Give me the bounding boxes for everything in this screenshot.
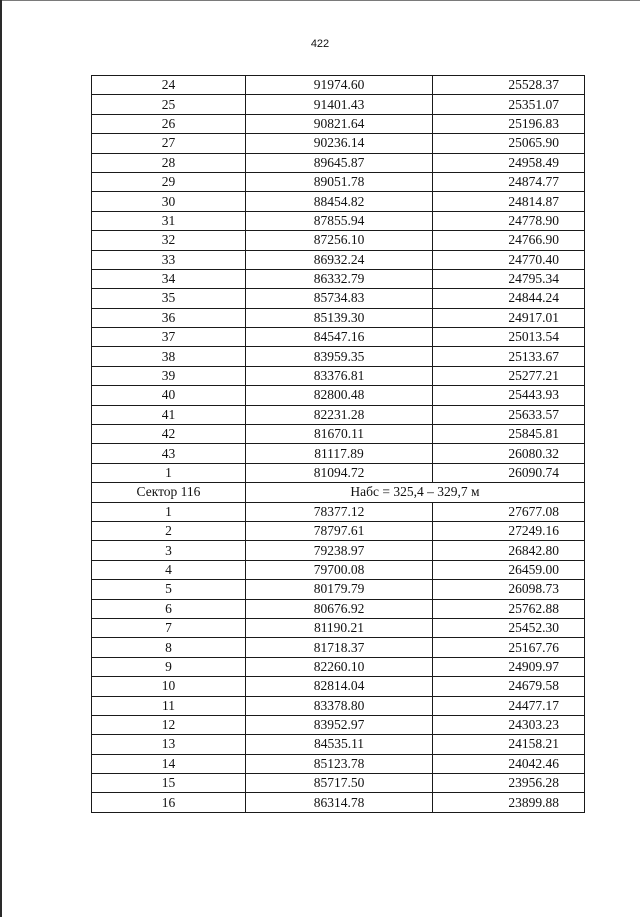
x-coordinate-cell: 81190.21	[246, 618, 433, 637]
point-number-cell: 10	[92, 677, 246, 696]
point-number-cell: 36	[92, 308, 246, 327]
x-coordinate-cell: 79238.97	[246, 541, 433, 560]
point-number-cell: 3	[92, 541, 246, 560]
table-row	[92, 638, 585, 657]
y-coordinate-cell: 27249.16	[433, 521, 585, 540]
y-coordinate-cell: 24814.87	[433, 192, 585, 211]
coordinates-table-body	[92, 76, 585, 813]
x-coordinate-cell: 81670.11	[246, 425, 433, 444]
point-number-cell: 28	[92, 153, 246, 172]
point-number-cell: 27	[92, 134, 246, 153]
point-number-cell: 26	[92, 114, 246, 133]
table-row	[92, 76, 585, 95]
y-coordinate-cell: 24874.77	[433, 172, 585, 191]
x-coordinate-cell: 88454.82	[246, 192, 433, 211]
x-coordinate-cell: 83959.35	[246, 347, 433, 366]
table-row	[92, 754, 585, 773]
point-number-cell: 38	[92, 347, 246, 366]
table-row	[92, 308, 585, 327]
point-number-cell: 24	[92, 76, 246, 95]
y-coordinate-cell: 25065.90	[433, 134, 585, 153]
table-row	[92, 793, 585, 812]
table-row	[92, 134, 585, 153]
y-coordinate-cell: 24778.90	[433, 211, 585, 230]
x-coordinate-cell: 80676.92	[246, 599, 433, 618]
point-number-cell: 5	[92, 580, 246, 599]
table-row	[92, 696, 585, 715]
point-number-cell: 1	[92, 502, 246, 521]
x-coordinate-cell: 78377.12	[246, 502, 433, 521]
point-number-cell: 40	[92, 386, 246, 405]
y-coordinate-cell: 24158.21	[433, 735, 585, 754]
point-number-cell: 31	[92, 211, 246, 230]
point-number-cell: 39	[92, 366, 246, 385]
y-coordinate-cell: 23899.88	[433, 793, 585, 812]
point-number-cell: 30	[92, 192, 246, 211]
table-row	[92, 269, 585, 288]
table-row	[92, 172, 585, 191]
x-coordinate-cell: 85734.83	[246, 289, 433, 308]
x-coordinate-cell: 83952.97	[246, 715, 433, 734]
table-row	[92, 521, 585, 540]
y-coordinate-cell: 25167.76	[433, 638, 585, 657]
table-row	[92, 347, 585, 366]
x-coordinate-cell: 85717.50	[246, 774, 433, 793]
x-coordinate-cell: 84535.11	[246, 735, 433, 754]
y-coordinate-cell: 25633.57	[433, 405, 585, 424]
x-coordinate-cell: 86314.78	[246, 793, 433, 812]
x-coordinate-cell: 78797.61	[246, 521, 433, 540]
point-number-cell: 41	[92, 405, 246, 424]
y-coordinate-cell: 25528.37	[433, 76, 585, 95]
x-coordinate-cell: 86332.79	[246, 269, 433, 288]
point-number-cell: 43	[92, 444, 246, 463]
point-number-cell: 32	[92, 231, 246, 250]
y-coordinate-cell: 24795.34	[433, 269, 585, 288]
table-row	[92, 502, 585, 521]
y-coordinate-cell: 24844.24	[433, 289, 585, 308]
y-coordinate-cell: 25133.67	[433, 347, 585, 366]
point-number-cell: 16	[92, 793, 246, 812]
x-coordinate-cell: 84547.16	[246, 328, 433, 347]
point-number-cell: 34	[92, 269, 246, 288]
table-row	[92, 250, 585, 269]
x-coordinate-cell: 87256.10	[246, 231, 433, 250]
y-coordinate-cell: 26080.32	[433, 444, 585, 463]
point-number-cell: 9	[92, 657, 246, 676]
table-row	[92, 735, 585, 754]
point-number-cell: 25	[92, 95, 246, 114]
table-row	[92, 211, 585, 230]
x-coordinate-cell: 79700.08	[246, 560, 433, 579]
point-number-cell: 15	[92, 774, 246, 793]
y-coordinate-cell: 24303.23	[433, 715, 585, 734]
y-coordinate-cell: 25452.30	[433, 618, 585, 637]
table-row	[92, 580, 585, 599]
point-number-cell: 2	[92, 521, 246, 540]
x-coordinate-cell: 83376.81	[246, 366, 433, 385]
y-coordinate-cell: 24958.49	[433, 153, 585, 172]
x-coordinate-cell: 86932.24	[246, 250, 433, 269]
table-row	[92, 95, 585, 114]
y-coordinate-cell: 25762.88	[433, 599, 585, 618]
x-coordinate-cell: 89645.87	[246, 153, 433, 172]
point-number-cell: 8	[92, 638, 246, 657]
x-coordinate-cell: 82231.28	[246, 405, 433, 424]
y-coordinate-cell: 25351.07	[433, 95, 585, 114]
table-row	[92, 114, 585, 133]
point-number-cell: 35	[92, 289, 246, 308]
table-row	[92, 677, 585, 696]
point-number-cell: 13	[92, 735, 246, 754]
x-coordinate-cell: 81718.37	[246, 638, 433, 657]
y-coordinate-cell: 25845.81	[433, 425, 585, 444]
x-coordinate-cell: 87855.94	[246, 211, 433, 230]
table-row	[92, 560, 585, 579]
x-coordinate-cell: 90821.64	[246, 114, 433, 133]
x-coordinate-cell: 82800.48	[246, 386, 433, 405]
point-number-cell: 33	[92, 250, 246, 269]
table-row	[92, 599, 585, 618]
coordinates-table	[91, 75, 585, 813]
x-coordinate-cell: 91401.43	[246, 95, 433, 114]
y-coordinate-cell: 24909.97	[433, 657, 585, 676]
page-top-edge	[0, 0, 640, 1]
y-coordinate-cell: 24477.17	[433, 696, 585, 715]
x-coordinate-cell: 81117.89	[246, 444, 433, 463]
x-coordinate-cell: 91974.60	[246, 76, 433, 95]
y-coordinate-cell: 27677.08	[433, 502, 585, 521]
x-coordinate-cell: 81094.72	[246, 463, 433, 482]
point-number-cell: 42	[92, 425, 246, 444]
point-number-cell: 12	[92, 715, 246, 734]
y-coordinate-cell: 26098.73	[433, 580, 585, 599]
y-coordinate-cell: 23956.28	[433, 774, 585, 793]
table-row	[92, 774, 585, 793]
table-row	[92, 153, 585, 172]
x-coordinate-cell: 82260.10	[246, 657, 433, 676]
table-row	[92, 386, 585, 405]
y-coordinate-cell: 24770.40	[433, 250, 585, 269]
table-row	[92, 444, 585, 463]
table-row	[92, 715, 585, 734]
sector-height-range-cell: Набс = 325,4 – 329,7 м	[246, 483, 585, 502]
x-coordinate-cell: 83378.80	[246, 696, 433, 715]
x-coordinate-cell: 90236.14	[246, 134, 433, 153]
point-number-cell: 1	[92, 463, 246, 482]
y-coordinate-cell: 24679.58	[433, 677, 585, 696]
point-number-cell: 6	[92, 599, 246, 618]
y-coordinate-cell: 25013.54	[433, 328, 585, 347]
x-coordinate-cell: 85123.78	[246, 754, 433, 773]
page-left-edge	[0, 0, 2, 917]
x-coordinate-cell: 85139.30	[246, 308, 433, 327]
y-coordinate-cell: 25277.21	[433, 366, 585, 385]
sector-header-row	[92, 483, 585, 502]
table-row	[92, 231, 585, 250]
x-coordinate-cell: 80179.79	[246, 580, 433, 599]
y-coordinate-cell: 25196.83	[433, 114, 585, 133]
table-row	[92, 289, 585, 308]
sector-name-cell: Сектор 116	[92, 483, 246, 502]
x-coordinate-cell: 82814.04	[246, 677, 433, 696]
table-row	[92, 366, 585, 385]
point-number-cell: 29	[92, 172, 246, 191]
y-coordinate-cell: 24042.46	[433, 754, 585, 773]
y-coordinate-cell: 26842.80	[433, 541, 585, 560]
table-row	[92, 405, 585, 424]
point-number-cell: 4	[92, 560, 246, 579]
y-coordinate-cell: 26459.00	[433, 560, 585, 579]
table-row	[92, 541, 585, 560]
point-number-cell: 11	[92, 696, 246, 715]
point-number-cell: 14	[92, 754, 246, 773]
point-number-cell: 7	[92, 618, 246, 637]
table-row	[92, 192, 585, 211]
y-coordinate-cell: 24766.90	[433, 231, 585, 250]
x-coordinate-cell: 89051.78	[246, 172, 433, 191]
table-row	[92, 328, 585, 347]
table-row	[92, 657, 585, 676]
y-coordinate-cell: 25443.93	[433, 386, 585, 405]
table-row	[92, 425, 585, 444]
table-row	[92, 463, 585, 482]
y-coordinate-cell: 24917.01	[433, 308, 585, 327]
table-row	[92, 618, 585, 637]
page-number: 422	[310, 38, 330, 50]
point-number-cell: 37	[92, 328, 246, 347]
y-coordinate-cell: 26090.74	[433, 463, 585, 482]
